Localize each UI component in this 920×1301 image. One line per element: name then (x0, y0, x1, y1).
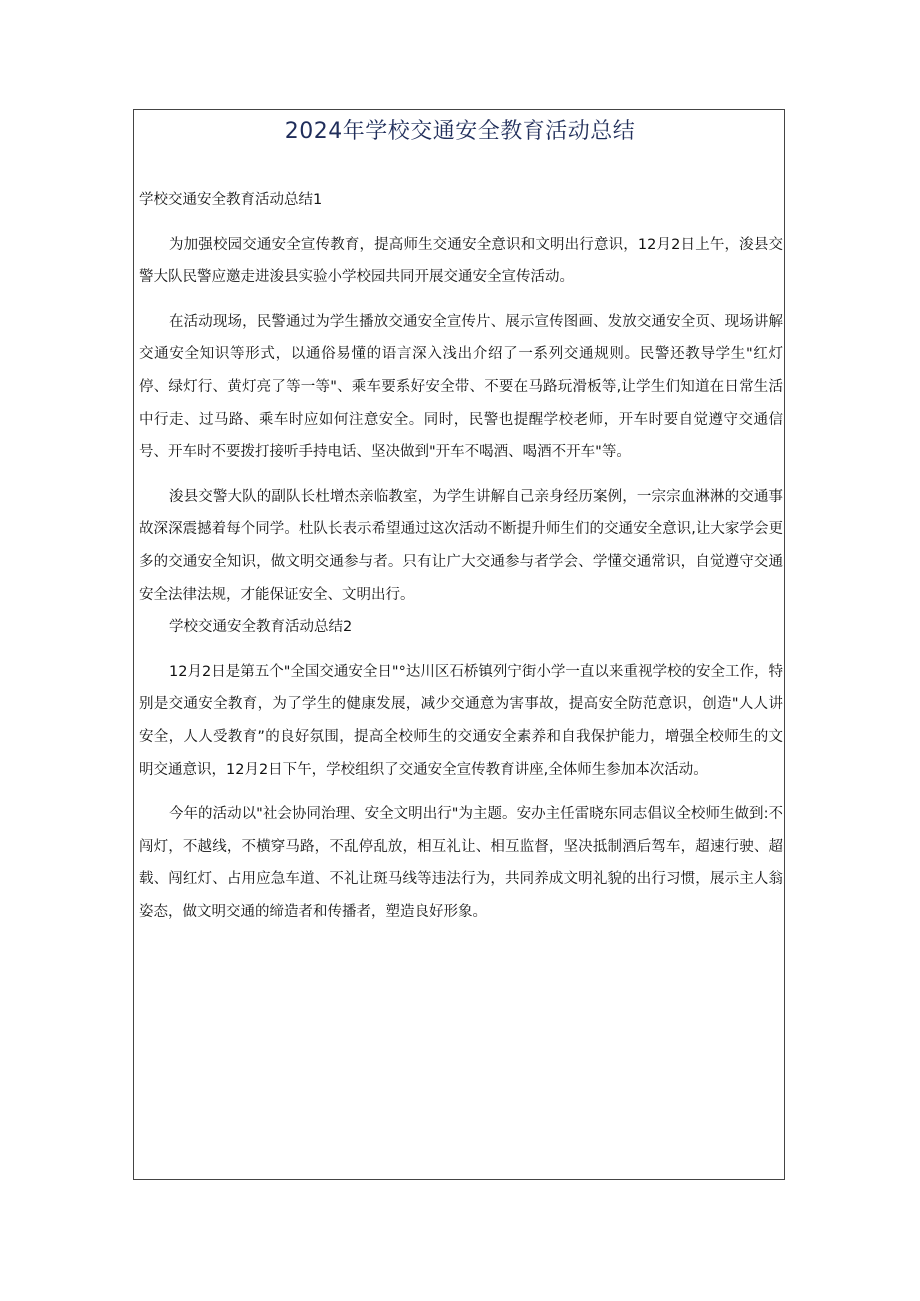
section-2-paragraph-1: 12月2日是第五个"全国交通安全日"°达川区石桥镇列宁街小学一直以来重视学校的安全工作，特别是交通安全教育，为了学生的健康发展，减少交通意为害事故，提高安全防范意识，创造"人人讲安全，人人受教育”的良好氛围，提高全校师生的交通安全素养和自我保护能力，增强全校师生的文明交通意识，12月2日下午，学校组织了交通安全宣传教育讲座,全体师生参加本次活动。 (139, 663, 783, 778)
section-1-paragraph-3: 浚县交警大队的副队长杜增杰亲临教室，为学生讲解自己亲身经历案例，一宗宗血淋淋的交通事故深深震撼着每个同学。杜队长表示希望通过这次活动不断提升师生们的交通安全意识,让大家学会更多的交通安全知识，做文明交通参与者。只有让广大交通参与者学会、学懂交通常识，自觉遵守交通安全法律法规，才能保证安全、文明出行。 (139, 488, 783, 603)
section-1-paragraph-2: 在活动现场，民警通过为学生播放交通安全宣传片、展示宣传图画、发放交通安全页、现场讲解交通安全知识等形式，以通俗易懂的语言深入浅出介绍了一系列交通规则。民警还教导学生"红灯停、绿灯行、黄灯亮了等一等"、乘车要系好安全带、不要在马路玩滑板等,让学生们知道在日常生活中行走、过马路、乘车时应如何注意安全。同时，民警也提醒学校老师，开车时要自觉遵守交通信号、开车时不要拨打接听手持电话、坚决做到"开车不喝酒、喝酒不开车"等。 (139, 313, 783, 461)
section-2-heading: 学校交通安全教育活动总结2 (169, 619, 353, 636)
document-title: 2024年学校交通安全教育活动总结 (284, 119, 636, 144)
section-2-paragraph-2: 今年的活动以"社会协同治理、安全文明出行"为主题。安办主任雷晓东同志倡议全校师生做到:不闯灯，不越线，不横穿马路，不乱停乱放，相互礼让、相互监督，坚决抵制酒后驾车，超速行驶、超载、闯红灯、占用应急车道、不礼让斑马线等违法行为，共同养成文明礼貌的出行习惯，展示主人翁姿态，做文明交通的缔造者和传播者，塑造良好形象。 (139, 806, 783, 920)
section-1-paragraph-1: 为加强校园交通安全宣传教育，提高师生交通安全意识和文明出行意识，12月2日上午，浚县交警大队民警应邀走进浚县实验小学校园共同开展交通安全宣传活动。 (139, 236, 783, 286)
document-body (139, 184, 783, 928)
section-1-heading: 学校交通安全教育活动总结1 (139, 192, 323, 208)
